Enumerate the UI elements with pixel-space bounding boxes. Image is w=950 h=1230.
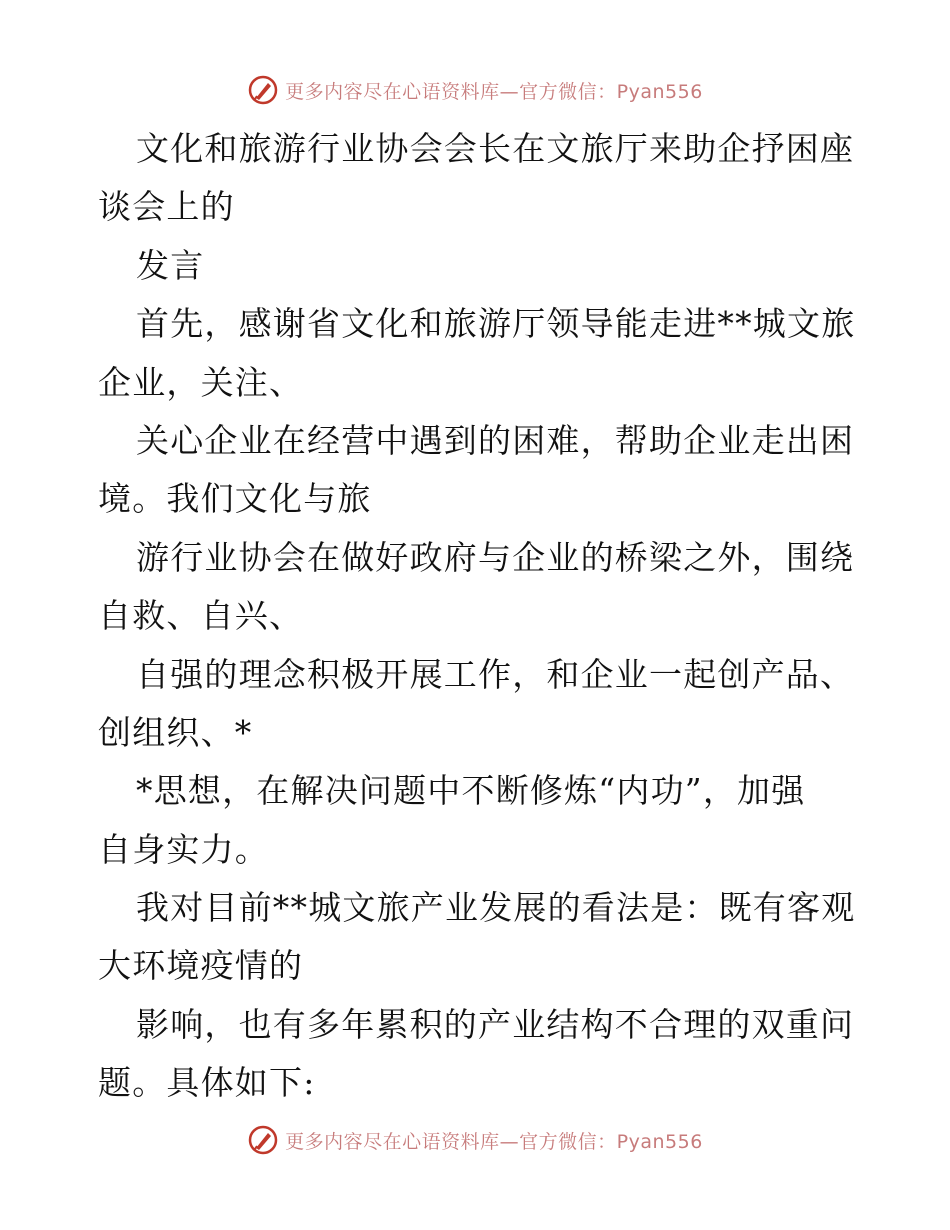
text-line: 企业，关注、 xyxy=(98,362,304,402)
text-line: 自强的理念积极开展工作，和企业一起创产品、 xyxy=(136,654,855,694)
document-body xyxy=(98,120,868,1113)
banner-text: 更多内容尽在心语资料库—官方微信：Pyan556 xyxy=(285,80,703,103)
text-line: *思想，在解决问题中不断修炼“内功”，加强 xyxy=(136,771,806,811)
banner-text: 更多内容尽在心语资料库—官方微信：Pyan556 xyxy=(285,1130,703,1153)
footer-banner xyxy=(0,1120,950,1160)
text-line: 创组织、* xyxy=(98,712,253,752)
text-line: 境。我们文化与旅 xyxy=(98,479,372,519)
text-line: 题。具体如下: xyxy=(98,1063,316,1103)
text-line: 关心企业在经营中遇到的困难，帮助企业走出困 xyxy=(136,420,855,460)
text-line: 游行业协会在做好政府与企业的桥梁之外，围绕 xyxy=(136,537,855,577)
quill-pen-circle-icon xyxy=(247,1124,279,1156)
quill-pen-circle-icon xyxy=(247,74,279,106)
text-line: 自身实力。 xyxy=(98,829,269,869)
text-line: 自救、自兴、 xyxy=(98,596,304,636)
text-line: 首先，感谢省文化和旅游厅领导能走进**城文旅 xyxy=(136,304,856,344)
text-line: 我对目前**城文旅产业发展的看法是：既有客观 xyxy=(136,888,856,928)
text-line: 大环境疫情的 xyxy=(98,946,304,986)
text-line: 谈会上的 xyxy=(98,187,235,227)
header-banner xyxy=(0,70,950,110)
text-line: 文化和旅游行业协会会长在文旅厅来助企抒困座 xyxy=(136,129,855,168)
text-line: 发言 xyxy=(136,245,205,285)
text-line: 影响，也有多年累积的产业结构不合理的双重问 xyxy=(136,1004,855,1044)
